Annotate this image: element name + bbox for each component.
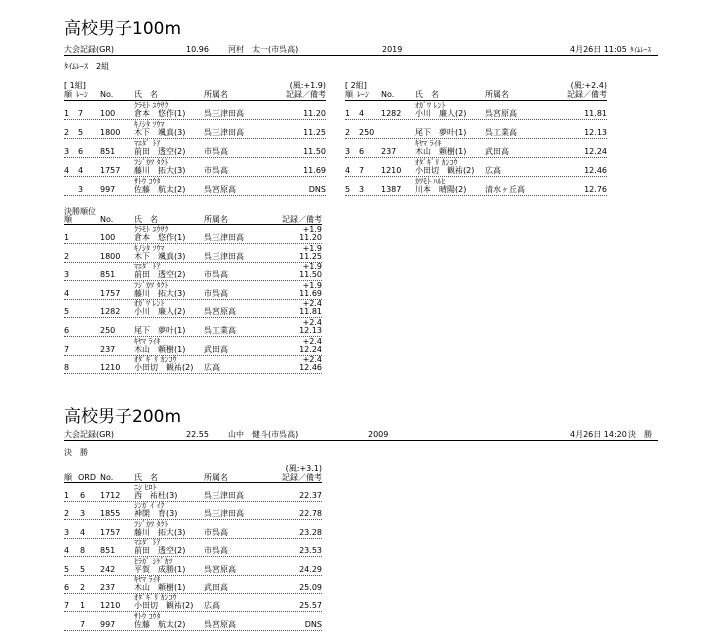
- final-label-200: 決 勝: [64, 448, 88, 457]
- row-lane: 4: [78, 166, 84, 175]
- row-no: 250: [100, 326, 116, 335]
- row-team: 武田高: [204, 583, 228, 592]
- row-team: 呉宮原高: [204, 619, 236, 629]
- col-header-lane: ﾚｰﾝ: [357, 90, 369, 99]
- table-header-rule: [64, 100, 326, 101]
- row-kana: ﾌｼﾞｶﾜ ﾀｸﾄ: [134, 519, 169, 529]
- row-record: 12.13: [299, 326, 322, 335]
- row-record: 11.69: [299, 288, 322, 298]
- row-kana: ｸﾗﾓﾄ ﾕｳｻｸ: [134, 225, 169, 234]
- row-name: 倉本 悠作(1): [134, 109, 186, 118]
- row-team: 清水ヶ丘高: [485, 185, 525, 194]
- row-divider: [64, 593, 322, 594]
- row-kana: ｷﾔﾏ ﾗｲｷ: [134, 336, 161, 346]
- row-divider: [64, 501, 322, 502]
- row-lane: 6: [78, 147, 84, 156]
- row-team: 呉宮原高: [204, 185, 236, 194]
- row-record: 11.50: [303, 147, 326, 156]
- col-header-no: No.: [100, 90, 114, 99]
- row-team: 武田高: [485, 147, 509, 156]
- row-rank: 3: [64, 270, 70, 280]
- row-team: 広高: [485, 166, 501, 175]
- row-kana: ﾆｼ ﾋﾛﾄ: [134, 483, 157, 492]
- col-header-ord: ORD: [78, 473, 97, 482]
- row-team: 呉宮原高: [204, 307, 236, 317]
- row-wind: +2.4: [302, 336, 322, 346]
- row-lane: 6: [359, 147, 365, 156]
- row-rank: 5: [64, 564, 70, 574]
- row-no: 851: [100, 270, 116, 280]
- row-team: 呉工業高: [204, 326, 236, 335]
- row-kana: ｵｶﾞﾜ ﾚﾝﾄ: [415, 101, 446, 110]
- row-divider: [345, 119, 607, 120]
- row-wind: +2.4: [302, 318, 322, 327]
- row-kana: ﾋﾗｶﾞ ｼｹﾞｶﾂ: [134, 556, 173, 566]
- row-team: 市呉高: [204, 166, 228, 175]
- col-header-name: 氏 名: [134, 215, 158, 224]
- col-header-team: 所属名: [204, 90, 228, 99]
- row-ord: 1: [80, 601, 86, 611]
- record-holder-200: 山中 健斗(市呉高): [228, 430, 299, 439]
- row-team: 広高: [204, 601, 220, 611]
- row-divider: [64, 611, 322, 612]
- row-no: 100: [100, 233, 116, 242]
- row-team: 呉宮原高: [204, 564, 236, 574]
- row-team: 呉工業高: [485, 128, 517, 137]
- row-name: 小田切 観祐(2): [134, 363, 194, 373]
- row-wind: +1.9: [302, 243, 322, 253]
- row-kana: ｵﾀﾞｷﾞﾘ ｶﾝｺｳ: [134, 593, 177, 603]
- row-record: DNS: [304, 619, 322, 629]
- row-no: 851: [100, 546, 116, 556]
- row-lane: 250: [359, 128, 375, 137]
- row-rank: 4: [64, 288, 70, 298]
- row-divider: [64, 138, 326, 139]
- row-ord: 2: [80, 583, 86, 592]
- row-kana: ﾌｼﾞｶﾜ ﾀｸﾄ: [134, 158, 169, 167]
- row-divider: [345, 138, 607, 139]
- row-no: 1800: [100, 251, 121, 261]
- row-kana: ｻﾄｳ ｺｳﾀ: [134, 611, 161, 621]
- col-header-team: 所属名: [204, 215, 228, 224]
- row-record: 23.28: [299, 527, 322, 537]
- row-rank: 3: [64, 147, 70, 156]
- row-kana: ｵﾀﾞｷﾞﾘ ｶﾝｺｳ: [415, 158, 458, 167]
- row-name: 川本 晴陽(2): [415, 185, 467, 194]
- row-kana: ｸﾗﾓﾄ ﾕｳｻｸ: [134, 101, 169, 110]
- row-lane: 7: [78, 109, 84, 118]
- row-record: 25.57: [299, 601, 322, 611]
- row-name: 木山 頼樹(1): [134, 344, 186, 354]
- row-no: 237: [100, 583, 116, 592]
- row-divider: [64, 630, 322, 631]
- row-record: 25.09: [299, 583, 322, 592]
- col-header-rank: 順: [64, 90, 72, 99]
- row-name: 木下 颯真(3): [134, 251, 186, 261]
- row-team: 市呉高: [204, 147, 228, 156]
- section2-title: 高校男子200m: [64, 407, 182, 427]
- row-no: 1210: [381, 166, 402, 175]
- row-team: 呉三津田高: [204, 128, 244, 137]
- col-header-no: No.: [100, 215, 114, 224]
- row-record: 11.81: [584, 109, 607, 118]
- row-record: 11.20: [299, 233, 322, 242]
- row-team: 市呉高: [204, 270, 228, 280]
- row-lane: 3: [78, 185, 84, 194]
- row-divider: [345, 176, 607, 177]
- row-rank: 1: [64, 233, 70, 242]
- row-name: 小田切 観祐(2): [415, 166, 475, 175]
- row-lane: 5: [78, 128, 84, 137]
- col-header-team: 所属名: [485, 90, 509, 99]
- row-team: 広高: [204, 363, 220, 373]
- record-time: 10.96: [186, 45, 209, 54]
- row-record: 11.20: [303, 109, 326, 118]
- col-header-rank: 順: [64, 215, 72, 224]
- row-kana: ｷﾔﾏ ﾗｲｷ: [134, 575, 161, 584]
- row-name: 倉本 悠作(1): [134, 233, 186, 242]
- row-no: 242: [100, 564, 116, 574]
- row-record: 11.69: [303, 166, 326, 175]
- row-rank: 4: [64, 166, 70, 175]
- col-header-lane: ﾚｰﾝ: [76, 90, 88, 99]
- row-record: 22.78: [299, 509, 322, 519]
- row-no: 1210: [100, 601, 121, 611]
- row-ord: 7: [80, 619, 86, 629]
- row-team: 市呉高: [204, 546, 228, 556]
- row-ord: 6: [80, 491, 86, 500]
- row-name: 尾下 夢叶(1): [415, 128, 467, 137]
- section1-title: 高校男子100m: [64, 19, 182, 39]
- row-kana: ｵﾀﾞｷﾞﾘ ｶﾝｺｳ: [134, 355, 177, 365]
- row-name: 平賀 成勝(1): [134, 564, 186, 574]
- row-no: 237: [100, 344, 116, 354]
- row-no: 1387: [381, 185, 402, 194]
- row-rank: 1: [345, 109, 351, 118]
- row-name: 藤川 拓大(3): [134, 527, 186, 537]
- row-wind: +1.9: [302, 280, 322, 290]
- row-no: 1757: [100, 166, 121, 175]
- record-holder: 河村 太一(市呉高): [228, 45, 299, 54]
- row-rank: 1: [64, 491, 70, 500]
- row-name: 佐藤 航太(2): [134, 185, 186, 194]
- row-team: 呉三津田高: [204, 509, 244, 519]
- row-kana: ﾏｴﾀﾞ ﾄｱ: [134, 538, 161, 548]
- row-record: 11.25: [299, 251, 322, 261]
- col-header-record: 記録／備考: [567, 90, 607, 99]
- row-no: 1855: [100, 509, 121, 519]
- row-no: 851: [100, 147, 116, 156]
- row-name: 前田 透空(2): [134, 270, 186, 280]
- row-no: 237: [381, 147, 397, 156]
- record-label-200: 大会記録(GR): [64, 430, 114, 439]
- row-rank: 2: [64, 251, 70, 261]
- row-no: 1712: [100, 491, 121, 500]
- row-rank: 6: [64, 326, 70, 335]
- row-record: 24.29: [299, 564, 322, 574]
- record-year: 2019: [382, 45, 403, 54]
- row-record: 12.76: [584, 185, 607, 194]
- row-record: 11.81: [299, 307, 322, 317]
- record-time-200: 22.55: [186, 430, 209, 439]
- row-name: 佐藤 航太(2): [134, 619, 186, 629]
- row-no: 1757: [100, 527, 121, 537]
- group-label: [ 1組]: [64, 81, 86, 90]
- row-kana: ﾏｴﾀﾞ ﾄｱ: [134, 139, 161, 148]
- row-divider: [345, 195, 607, 196]
- row-kana: ｻﾄｳ ｺｳﾀ: [134, 177, 161, 186]
- race-mode-200: 決 勝: [628, 430, 652, 439]
- row-rank: 5: [64, 307, 70, 317]
- row-rank: 2: [64, 509, 70, 519]
- row-rank: 2: [345, 128, 351, 137]
- row-divider: [64, 556, 322, 557]
- row-name: 木山 頼樹(1): [134, 583, 186, 592]
- table-header-rule: [345, 100, 607, 101]
- race-type: ﾀｲﾑﾚｰｽ 2組: [64, 62, 110, 71]
- col-header-record: 記録／備考: [282, 215, 322, 224]
- row-name: 木下 颯真(3): [134, 128, 186, 137]
- row-divider: [64, 575, 322, 576]
- row-divider: [345, 157, 607, 158]
- row-no: 1282: [381, 109, 402, 118]
- row-rank: 2: [64, 128, 70, 137]
- row-rank: 8: [64, 363, 70, 373]
- row-record: 11.25: [303, 128, 326, 137]
- col-header-name: 氏 名: [134, 473, 158, 482]
- group-label: [ 2組]: [345, 81, 367, 90]
- row-name: 尾下 夢叶(1): [134, 326, 186, 335]
- row-name: 藤川 拓大(3): [134, 166, 186, 175]
- row-rank: 3: [345, 147, 351, 156]
- row-divider: [64, 119, 326, 120]
- row-record: DNS: [308, 185, 326, 194]
- row-no: 1210: [100, 363, 121, 373]
- col-header-rank: 順: [345, 90, 353, 99]
- row-wind: +2.4: [302, 299, 322, 309]
- row-wind: +1.9: [302, 225, 322, 234]
- row-rank: 1: [64, 109, 70, 118]
- row-no: 997: [100, 185, 116, 194]
- row-kana: ｼﾝｶﾞｲ ｲｸ: [134, 501, 165, 511]
- row-record: 12.46: [299, 363, 322, 373]
- date-time: 4月26日 11:05: [570, 45, 627, 54]
- date-time-200: 4月26日 14:20: [570, 430, 627, 439]
- row-team: 市呉高: [204, 527, 228, 537]
- final-label: 決勝順位: [64, 207, 96, 216]
- row-divider: [64, 176, 326, 177]
- row-record: 23.53: [299, 546, 322, 556]
- row-divider: [64, 538, 322, 539]
- row-ord: 8: [80, 546, 86, 556]
- row-rank: 3: [64, 527, 70, 537]
- row-name: 前田 透空(2): [134, 147, 186, 156]
- row-record: 12.24: [299, 344, 322, 354]
- col-header-team: 所属名: [204, 473, 228, 482]
- row-no: 1282: [100, 307, 121, 317]
- row-team: 呉宮原高: [485, 109, 517, 118]
- row-name: 藤川 拓大(3): [134, 288, 186, 298]
- row-divider: [64, 195, 326, 196]
- row-no: 1800: [100, 128, 121, 137]
- col-header-no: No.: [381, 90, 395, 99]
- row-ord: 4: [80, 527, 86, 537]
- row-kana: ﾌｼﾞｶﾜ ﾀｸﾄ: [134, 280, 169, 290]
- header-rule-200: [64, 440, 658, 441]
- row-rank: 7: [64, 344, 70, 354]
- row-name: 小川 廉人(2): [415, 109, 467, 118]
- row-name: 小田切 観祐(2): [134, 601, 194, 611]
- row-record: 12.24: [584, 147, 607, 156]
- row-kana: ｷﾔﾏ ﾗｲｷ: [415, 139, 442, 148]
- record-label: 大会記録(GR): [64, 45, 114, 54]
- row-name: 小川 廉人(2): [134, 307, 186, 317]
- col-header-rank: 順: [64, 473, 72, 482]
- row-ord: 5: [80, 564, 86, 574]
- wind-reading: (風:+3.1): [285, 464, 322, 473]
- row-name: 西 祐杜(3): [134, 491, 178, 500]
- col-header-name: 氏 名: [415, 90, 439, 99]
- row-lane: 7: [359, 166, 365, 175]
- row-record: 12.13: [584, 128, 607, 137]
- col-header-record: 記録／備考: [282, 473, 322, 482]
- row-record: 12.46: [584, 166, 607, 175]
- header-rule: [64, 55, 658, 56]
- row-no: 1757: [100, 288, 121, 298]
- record-year-200: 2009: [368, 430, 389, 439]
- row-ord: 3: [80, 509, 86, 519]
- row-rank: 5: [345, 185, 351, 194]
- row-rank: 6: [64, 583, 70, 592]
- row-team: 呉三津田高: [204, 233, 244, 242]
- row-team: 呉三津田高: [204, 251, 244, 261]
- row-name: 神開 育(3): [134, 509, 178, 519]
- row-no: 100: [100, 109, 116, 118]
- row-name: 木山 頼樹(1): [415, 147, 467, 156]
- row-team: 市呉高: [204, 288, 228, 298]
- row-wind: +2.4: [302, 355, 322, 365]
- wind-reading: (風:+2.4): [570, 81, 607, 90]
- row-wind: +1.9: [302, 262, 322, 272]
- row-divider: [64, 157, 326, 158]
- row-rank: 4: [345, 166, 351, 175]
- row-kana: ｷﾉｼﾀ ｿｳﾏ: [134, 243, 165, 253]
- race-mode: ﾀｲﾑﾚｰｽ: [630, 46, 651, 54]
- row-kana: ｷﾉｼﾀ ｿｳﾏ: [134, 120, 165, 129]
- row-record: 11.50: [299, 270, 322, 280]
- row-rank: 7: [64, 601, 70, 611]
- row-rank: 4: [64, 546, 70, 556]
- row-team: 呉三津田高: [204, 491, 244, 500]
- table-header-rule: [64, 482, 322, 483]
- col-header-no: No.: [100, 473, 114, 482]
- row-kana: ﾏｴﾀﾞ ﾄｱ: [134, 262, 161, 272]
- row-lane: 3: [359, 185, 365, 194]
- row-team: 呉三津田高: [204, 109, 244, 118]
- wind-reading: (風:+1.9): [289, 81, 326, 90]
- row-team: 武田高: [204, 344, 228, 354]
- row-name: 前田 透空(2): [134, 546, 186, 556]
- col-header-name: 氏 名: [134, 90, 158, 99]
- row-no: 997: [100, 619, 116, 629]
- row-record: 22.37: [299, 491, 322, 500]
- row-kana: ｵｶﾞﾜ ﾚﾝﾄ: [134, 299, 165, 309]
- col-header-record: 記録／備考: [286, 90, 326, 99]
- row-lane: 4: [359, 109, 365, 118]
- row-divider: [64, 373, 322, 374]
- row-kana: ｶﾜﾓﾄ ﾊﾙﾋ: [415, 177, 446, 186]
- row-divider: [64, 519, 322, 520]
